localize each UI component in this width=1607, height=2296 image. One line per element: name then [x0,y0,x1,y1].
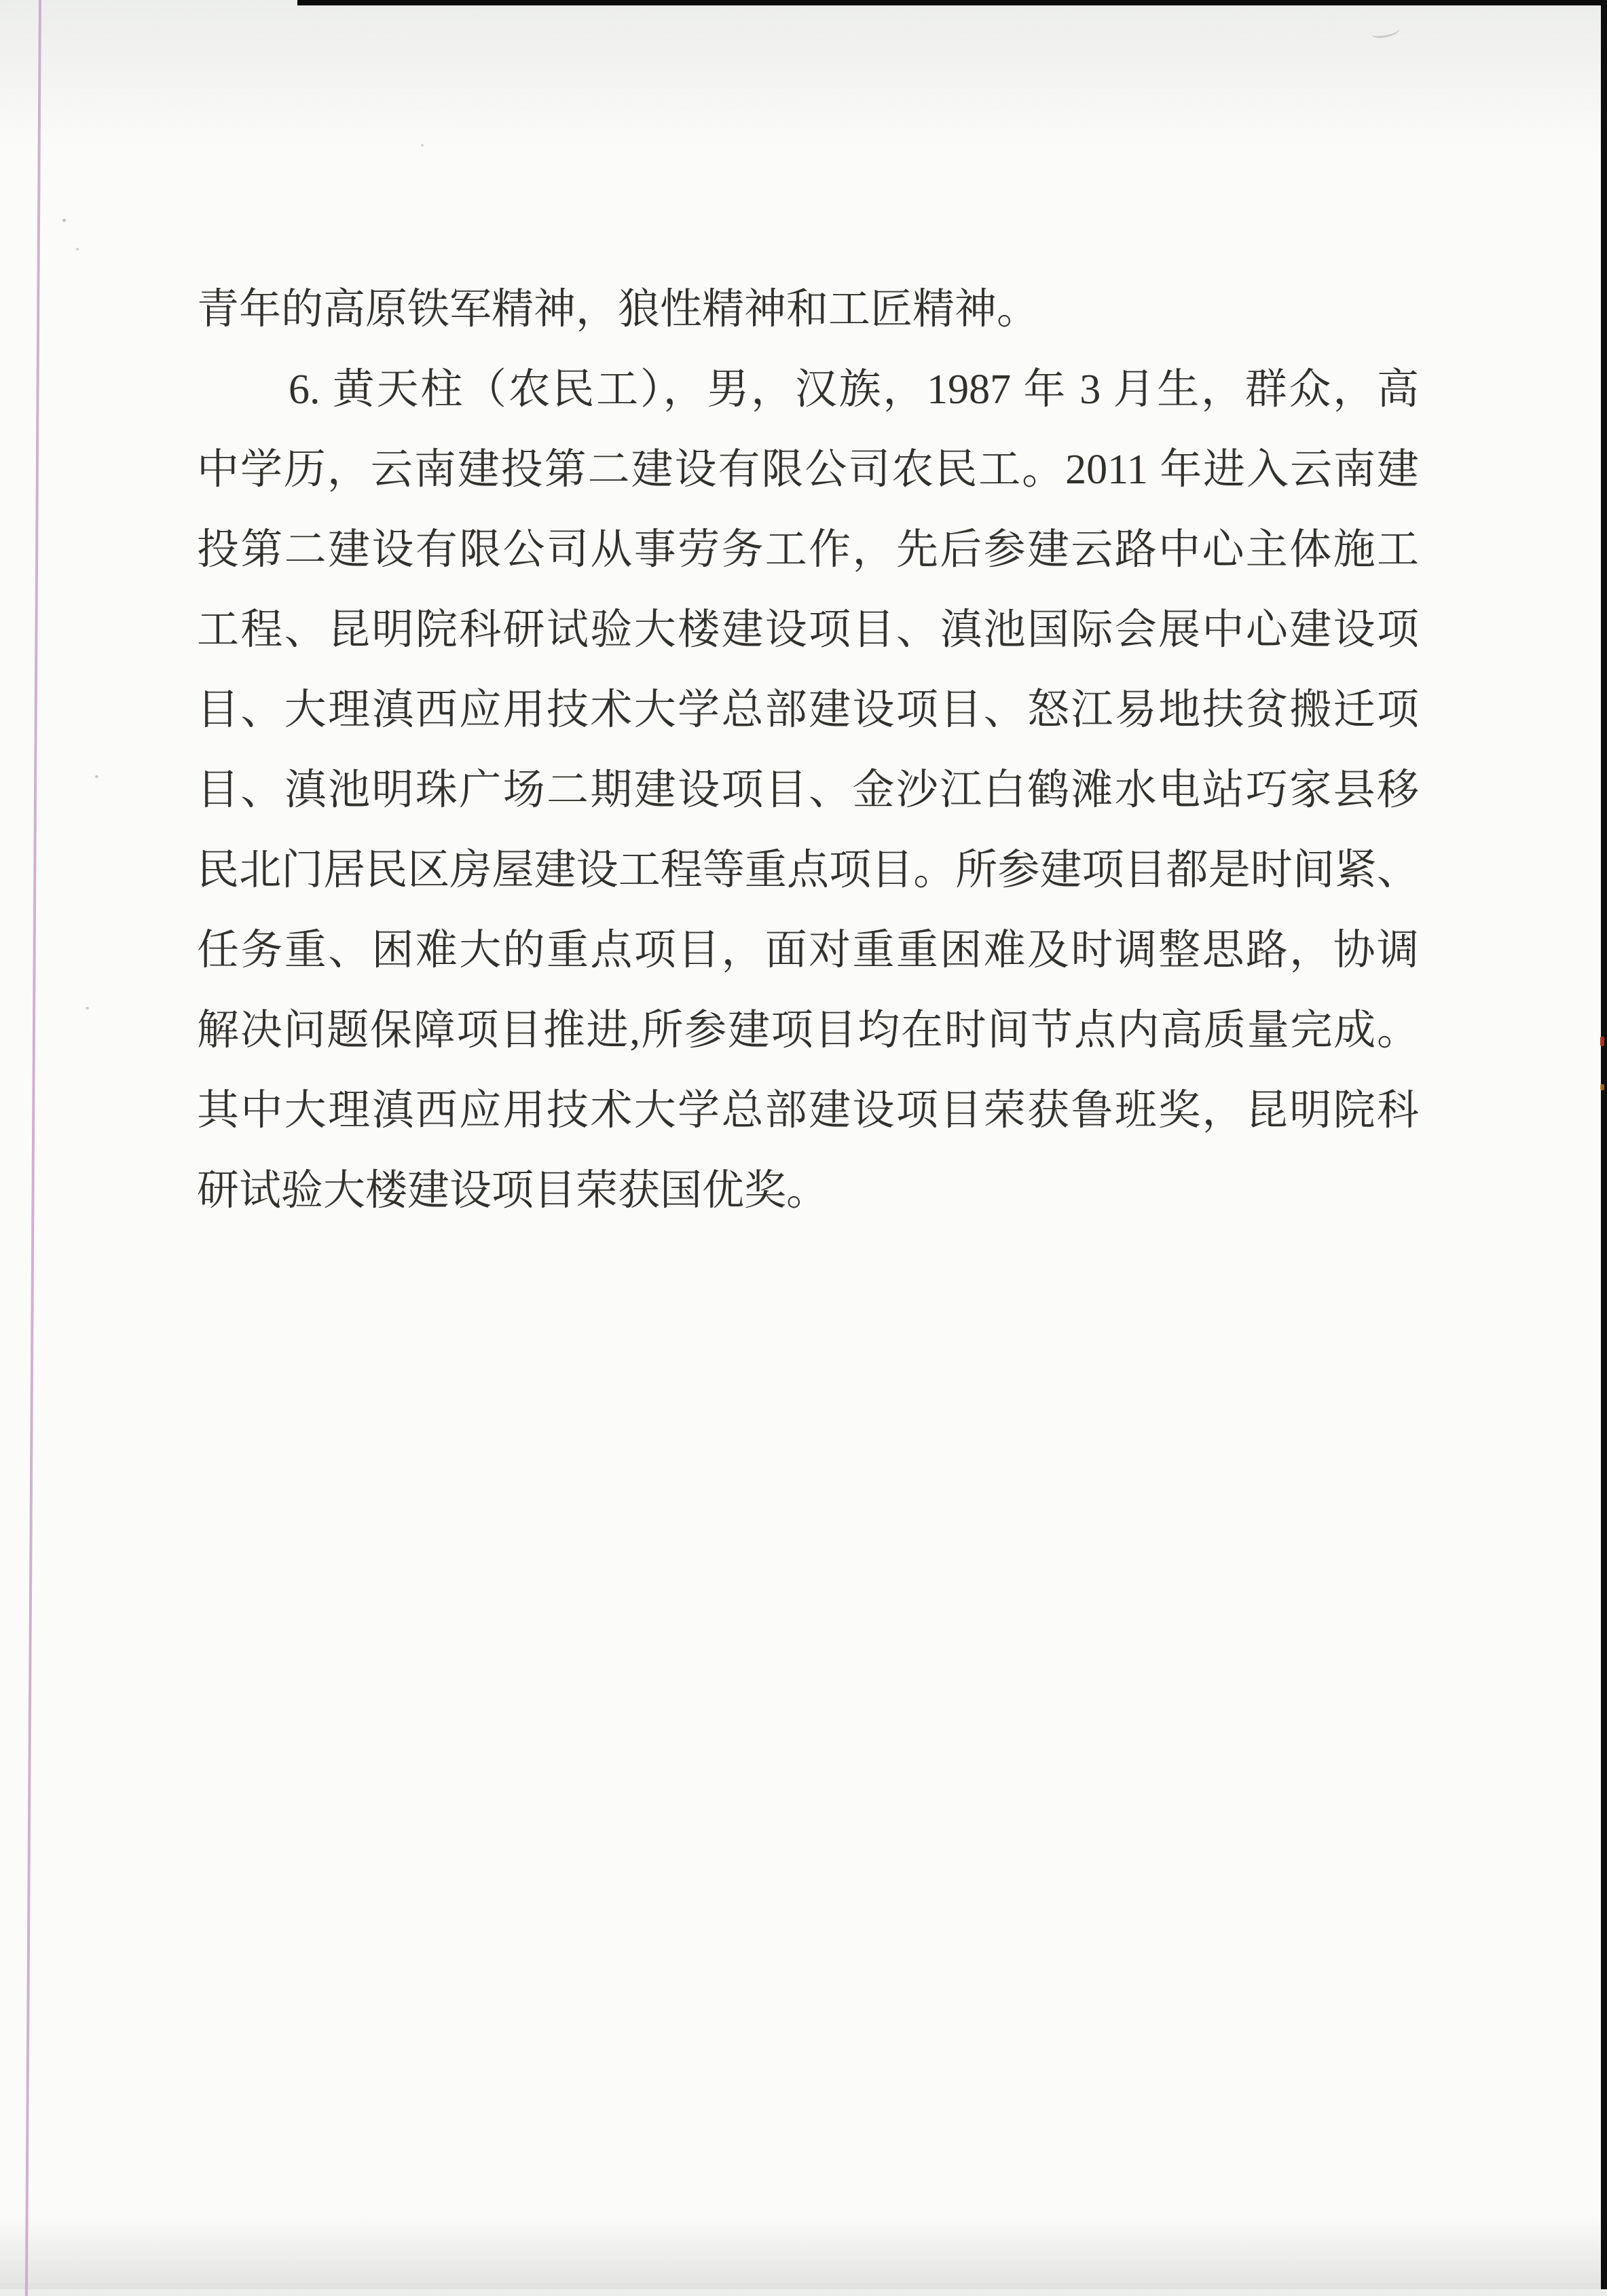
scan-artifact-red-speck [1600,1037,1604,1046]
scan-edge-right [1601,0,1607,2289]
text-line-item-6-start: 6. 黄天柱（农民工），男，汉族，1987 年 3 月生，群众，高 [289,367,1419,413]
paper-speck [76,248,79,251]
text-line: 民北门居民区房屋建设工程等重点项目。所参建项目都是时间紧、 [197,847,1419,893]
text-line: 中学历，云南建投第二建设有限公司农民工。2011 年进入云南建 [197,447,1419,493]
faint-pencil-mark [1371,24,1401,39]
text-line: 目、大理滇西应用技术大学总部建设项目、怒江易地扶贫搬迁项 [197,687,1419,733]
paper-speck [62,219,66,222]
text-line-paragraph-end: 青年的高原铁军精神，狼性精神和工匠精神。 [197,286,1039,333]
scan-edge-bottom [0,2283,1601,2289]
text-line: 解决问题保障项目推进,所参建项目均在时间节点内高质量完成。 [197,1007,1419,1054]
scan-artifact-orange-speck [1600,1084,1604,1090]
text-line: 目、滇池明珠广场二期建设项目、金沙江白鹤滩水电站巧家县移 [197,767,1419,813]
paper-speck [95,775,98,778]
text-line: 工程、昆明院科研试验大楼建设项目、滇池国际会展中心建设项 [197,607,1419,653]
margin-binding-line [25,0,41,2296]
document-body [197,270,1419,1231]
text-line-paragraph-end: 研试验大楼建设项目荣获国优奖。 [197,1168,829,1214]
text-line: 其中大理滇西应用技术大学总部建设项目荣获鲁班奖，昆明院科 [197,1088,1419,1134]
paper-speck [86,1007,89,1010]
paper-speck [421,144,424,147]
scan-edge-top [297,0,1607,5]
text-line: 任务重、困难大的重点项目，面对重重困难及时调整思路，协调 [197,927,1419,974]
text-line: 投第二建设有限公司从事劳务工作，先后参建云路中心主体施工 [197,527,1419,573]
